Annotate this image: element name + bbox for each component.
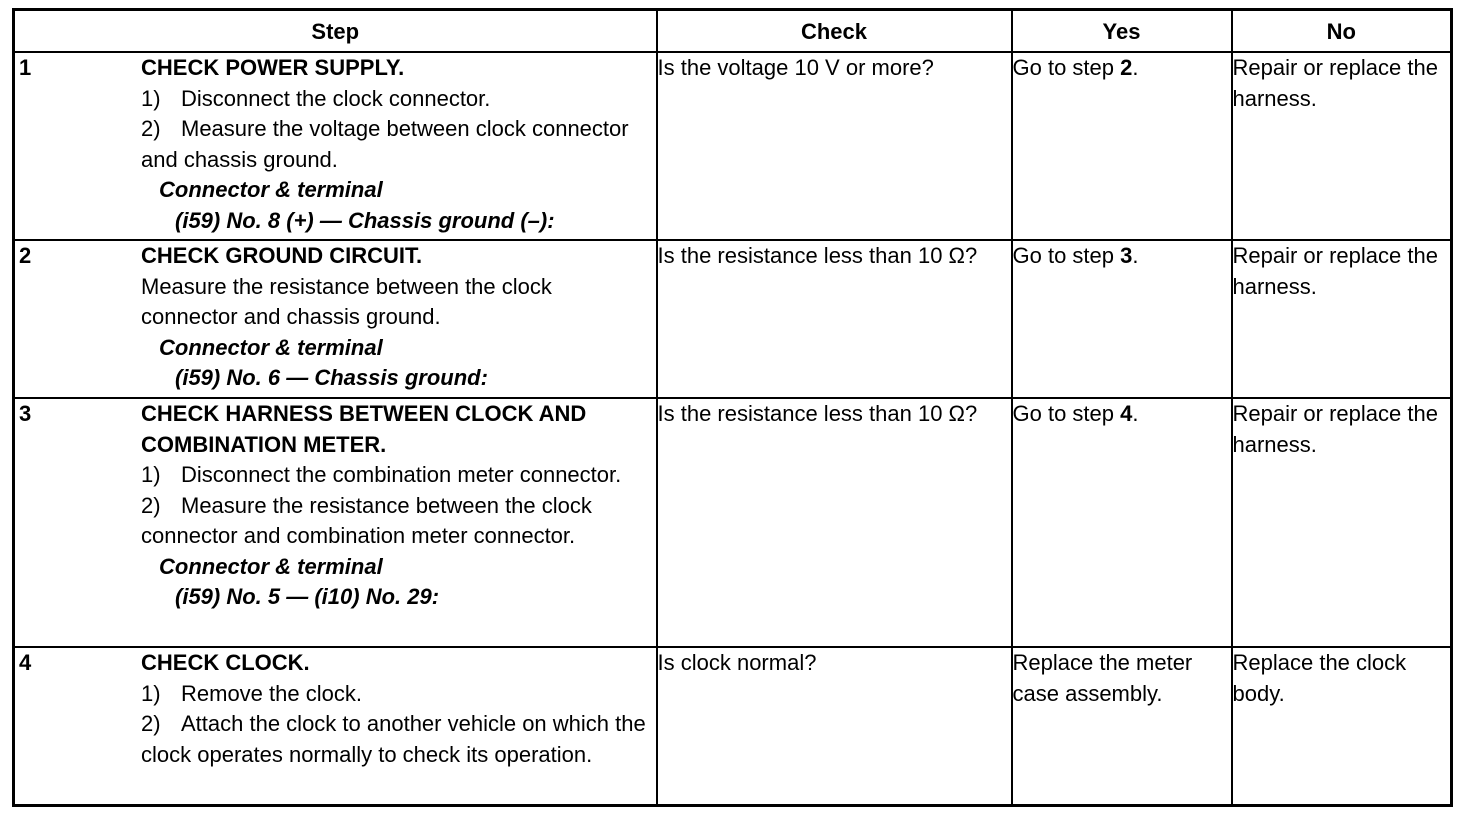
table-row	[14, 647, 1452, 805]
step-title: CHECK GROUND CIRCUIT.	[141, 243, 423, 268]
diagnostic-table	[12, 8, 1453, 807]
yes-cell: Replace the meter case assembly.	[1012, 647, 1232, 805]
step-number: 3	[19, 401, 32, 426]
step-number: 2	[19, 243, 32, 268]
check-cell: Is the resistance less than 10 Ω?	[657, 240, 1012, 398]
connector-value: (i59) No. 8 (+) — Chassis ground (–):	[175, 207, 555, 233]
step-instruction: Measure the resistance between the clock connector and chassis ground.	[141, 273, 552, 329]
check-cell: Is clock normal?	[657, 647, 1012, 805]
step-cell	[14, 240, 657, 398]
connector-value: (i59) No. 6 — Chassis ground:	[175, 365, 488, 390]
check-cell: Is the voltage 10 V or more?	[657, 52, 1012, 240]
step-cell	[14, 398, 657, 647]
no-cell: Repair or replace the harness.	[1232, 240, 1452, 398]
step-instruction: 2) Attach the clock to another vehicle on which the clock operates normally to check its operation.	[141, 711, 646, 767]
connector-label: Connector & terminal	[159, 553, 383, 579]
connector-value: (i59) No. 5 — (i10) No. 29:	[175, 584, 440, 609]
table-row	[14, 240, 1452, 398]
step-instruction: 1) Disconnect the combination meter connector.	[141, 462, 622, 487]
yes-cell: Go to step 2.	[1012, 52, 1232, 240]
table-row	[14, 398, 1452, 647]
step-instruction: 2) Measure the resistance between the clock connector and combination meter connector.	[141, 492, 592, 548]
yes-cell: Go to step 4.	[1012, 398, 1232, 647]
no-cell: Repair or replace the harness.	[1232, 398, 1452, 647]
step-number: 4	[19, 650, 32, 675]
step-cell	[14, 647, 657, 805]
step-title: CHECK POWER SUPPLY.	[141, 55, 405, 80]
connector-label: Connector & terminal	[159, 334, 383, 360]
header-step: Step	[14, 10, 657, 53]
no-cell: Replace the clock body.	[1232, 647, 1452, 805]
connector-label: Connector & terminal	[159, 177, 383, 202]
step-instruction: 2) Measure the voltage between clock connector and chassis ground.	[141, 116, 629, 172]
step-title: CHECK HARNESS BETWEEN CLOCK AND COMBINATION METER.	[141, 401, 587, 457]
check-cell: Is the resistance less than 10 Ω?	[657, 398, 1012, 647]
no-cell: Repair or replace the harness.	[1232, 52, 1452, 240]
step-title: CHECK CLOCK.	[141, 650, 310, 675]
step-instruction: 1) Remove the clock.	[141, 680, 362, 706]
yes-cell: Go to step 3.	[1012, 240, 1232, 398]
header-yes: Yes	[1012, 10, 1232, 53]
header-row	[14, 10, 1452, 53]
step-number: 1	[19, 55, 32, 80]
table-row	[14, 52, 1452, 240]
step-instruction: 1) Disconnect the clock connector.	[141, 85, 491, 111]
header-no: No	[1232, 10, 1452, 53]
header-check: Check	[657, 10, 1012, 53]
step-cell	[14, 52, 657, 240]
